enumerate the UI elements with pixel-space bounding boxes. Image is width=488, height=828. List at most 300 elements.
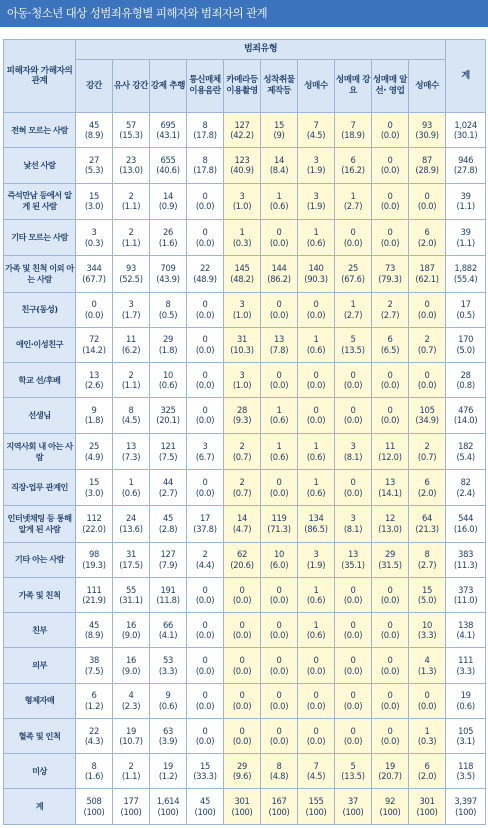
cell-count: 1 xyxy=(313,477,319,488)
cell-count: 0 xyxy=(91,299,97,310)
cell-percent: (34.9) xyxy=(415,415,439,426)
table-cell xyxy=(446,113,486,148)
table-cell xyxy=(261,183,298,220)
table-cell xyxy=(298,613,335,648)
cell-percent: (86.2) xyxy=(267,273,291,284)
table-cell xyxy=(335,220,372,255)
table-cell xyxy=(187,754,224,789)
table-row xyxy=(4,113,486,148)
table-cell xyxy=(261,754,298,789)
cell-count: 15 xyxy=(88,190,100,201)
cell-percent: (7.9) xyxy=(158,559,178,570)
cell-percent: (67.6) xyxy=(341,273,365,284)
cell-percent: (7.8) xyxy=(269,344,289,355)
cell-percent: (86.5) xyxy=(304,523,328,534)
table-cell xyxy=(150,398,187,433)
table-cell xyxy=(335,292,372,327)
table-cell xyxy=(224,577,261,612)
table-cell xyxy=(261,470,298,505)
table-cell xyxy=(261,255,298,292)
cell-count: 344 xyxy=(86,263,102,274)
table-cell xyxy=(409,648,446,683)
cell-count: 25 xyxy=(88,441,100,452)
table-cell xyxy=(409,754,446,789)
cell-count: 22 xyxy=(199,263,211,274)
cell-count: 13 xyxy=(273,334,285,345)
cell-percent: (30.1) xyxy=(453,130,478,141)
table-cell xyxy=(76,220,113,255)
cell-count: 19 xyxy=(162,760,174,771)
row-header: 혈족 및 인척 xyxy=(4,718,76,753)
cell-count: 0 xyxy=(202,369,208,380)
table-cell xyxy=(150,683,187,718)
table-cell xyxy=(187,363,224,398)
cell-percent: (100) xyxy=(416,806,438,817)
table-cell xyxy=(150,433,187,470)
cell-count: 301 xyxy=(234,796,250,807)
table-cell xyxy=(76,183,113,220)
cell-percent: (4.4) xyxy=(195,559,215,570)
data-table xyxy=(3,39,486,825)
cell-count: 0 xyxy=(387,655,393,666)
cell-percent: (0.3) xyxy=(232,237,252,248)
cell-count: 3 xyxy=(239,190,245,201)
table-cell xyxy=(150,789,187,825)
table-cell xyxy=(446,220,486,255)
cell-count: 17 xyxy=(460,299,471,310)
cell-count: 3 xyxy=(350,513,356,524)
cell-percent: (1.9) xyxy=(306,201,326,212)
table-cell xyxy=(187,505,224,542)
cell-count: 0 xyxy=(350,655,356,666)
cell-percent: (0.0) xyxy=(195,344,215,355)
cell-count: 7 xyxy=(350,119,356,130)
cell-percent: (20.1) xyxy=(156,415,180,426)
cell-count: 44 xyxy=(162,477,174,488)
total-row xyxy=(4,789,486,825)
table-cell xyxy=(409,398,446,433)
cell-percent: (15.3) xyxy=(119,130,143,141)
table-row xyxy=(4,183,486,220)
table-cell xyxy=(76,433,113,470)
table-cell xyxy=(446,648,486,683)
cell-percent: (5.0) xyxy=(456,344,475,355)
cell-count: 0 xyxy=(276,299,282,310)
table-cell xyxy=(187,470,224,505)
table-cell xyxy=(409,577,446,612)
table-cell xyxy=(224,113,261,148)
table-cell xyxy=(446,542,486,577)
cell-percent: (100) xyxy=(268,806,290,817)
row-header: 전혀 모르는 사람 xyxy=(4,113,76,148)
cell-count: 0 xyxy=(424,190,430,201)
table-cell xyxy=(298,148,335,183)
table-cell xyxy=(261,718,298,753)
cell-percent: (3.3) xyxy=(158,665,178,676)
cell-count: 55 xyxy=(125,584,137,595)
table-cell xyxy=(113,648,150,683)
cell-percent: (0.0) xyxy=(269,309,289,320)
table-cell xyxy=(372,183,409,220)
cell-percent: (0.0) xyxy=(417,201,437,212)
cell-count: 16 xyxy=(125,619,137,630)
column-header: 카메라등 이용촬영 xyxy=(224,60,261,113)
table-cell xyxy=(150,292,187,327)
cell-count: 105 xyxy=(458,725,474,736)
cell-percent: (0.0) xyxy=(380,630,400,641)
cell-count: 2 xyxy=(387,299,393,310)
cell-count: 19 xyxy=(384,760,396,771)
table-cell xyxy=(224,398,261,433)
cell-count: 2 xyxy=(202,549,208,560)
table-cell xyxy=(372,789,409,825)
cell-count: 144 xyxy=(271,263,287,274)
table-cell xyxy=(224,505,261,542)
table-cell xyxy=(113,148,150,183)
cell-percent: (90.3) xyxy=(304,273,328,284)
cell-count: 5 xyxy=(350,334,356,345)
cell-percent: (2.8) xyxy=(158,523,178,534)
cell-count: 0 xyxy=(276,477,282,488)
cell-count: 39 xyxy=(460,190,471,201)
table-cell xyxy=(261,648,298,683)
cell-percent: (13.0) xyxy=(378,523,402,534)
table-cell xyxy=(113,327,150,362)
cell-percent: (1.1) xyxy=(121,380,141,391)
cell-percent: (0.0) xyxy=(380,415,400,426)
cell-count: 0 xyxy=(202,334,208,345)
cell-count: 15 xyxy=(88,477,100,488)
table-cell xyxy=(113,398,150,433)
cell-percent: (20.7) xyxy=(378,771,402,782)
cell-percent: (0.6) xyxy=(269,201,289,212)
cell-count: 0 xyxy=(276,690,282,701)
cell-count: 0 xyxy=(313,725,319,736)
cell-percent: (0.0) xyxy=(306,736,326,747)
table-cell xyxy=(446,398,486,433)
cell-count: 0 xyxy=(202,477,208,488)
table-cell xyxy=(150,542,187,577)
cell-percent: (14.1) xyxy=(378,487,402,498)
table-cell xyxy=(224,789,261,825)
row-header: 기타 아는 사람 xyxy=(4,542,76,577)
row-header: 계 xyxy=(4,789,76,825)
table-cell xyxy=(335,613,372,648)
cell-count: 2 xyxy=(128,190,134,201)
cell-count: 26 xyxy=(162,227,174,238)
table-cell xyxy=(335,470,372,505)
table-cell xyxy=(187,398,224,433)
table-cell xyxy=(409,113,446,148)
table-cell xyxy=(446,148,486,183)
cell-count: 0 xyxy=(276,619,282,630)
cell-count: 93 xyxy=(422,119,433,130)
cell-count: 0 xyxy=(202,655,208,666)
cell-count: 112 xyxy=(86,513,102,524)
cell-count: 3,397 xyxy=(454,796,477,807)
cell-count: 6 xyxy=(424,227,430,238)
cell-count: 6 xyxy=(350,154,356,165)
cell-count: 0 xyxy=(350,227,356,238)
table-cell xyxy=(76,577,113,612)
cell-percent: (4.9) xyxy=(84,451,104,462)
table-row xyxy=(4,683,486,718)
table-cell xyxy=(150,505,187,542)
cell-percent: (0.0) xyxy=(417,380,437,391)
cell-percent: (1.1) xyxy=(456,237,475,248)
table-row xyxy=(4,327,486,362)
cell-percent: (0.0) xyxy=(195,487,215,498)
cell-count: 2 xyxy=(424,441,430,452)
row-header: 애인·이성친구 xyxy=(4,327,76,362)
cell-count: 0 xyxy=(202,299,208,310)
table-cell xyxy=(372,613,409,648)
cell-count: 66 xyxy=(162,619,174,630)
cell-percent: (79.3) xyxy=(378,273,402,284)
cell-percent: (0.0) xyxy=(343,487,363,498)
cell-count: 191 xyxy=(160,584,176,595)
table-cell xyxy=(446,363,486,398)
cell-count: 82 xyxy=(460,477,471,488)
table-cell xyxy=(372,718,409,753)
cell-percent: (0.0) xyxy=(343,700,363,711)
table-cell xyxy=(224,148,261,183)
cell-percent: (0.0) xyxy=(269,630,289,641)
cell-count: 119 xyxy=(271,513,287,524)
table-cell xyxy=(224,754,261,789)
cell-percent: (17.8) xyxy=(193,165,217,176)
cell-percent: (9.6) xyxy=(232,771,252,782)
cell-percent: (4.8) xyxy=(269,771,289,782)
cell-count: 709 xyxy=(160,263,176,274)
table-cell xyxy=(409,789,446,825)
cell-percent: (8.9) xyxy=(84,130,104,141)
cell-percent: (28.9) xyxy=(415,165,439,176)
cell-percent: (3.0) xyxy=(84,201,104,212)
cell-percent: (16.2) xyxy=(341,165,365,176)
table-cell xyxy=(150,220,187,255)
table-cell xyxy=(335,255,372,292)
cell-count: 31 xyxy=(236,334,248,345)
cell-percent: (1.1) xyxy=(121,237,141,248)
cell-percent: (7.5) xyxy=(158,451,178,462)
crime-type-header: 범죄유형 xyxy=(76,40,446,60)
cell-count: 127 xyxy=(234,119,250,130)
cell-count: 9 xyxy=(165,690,171,701)
cell-count: 0 xyxy=(239,619,245,630)
table-cell xyxy=(261,613,298,648)
table-cell xyxy=(150,183,187,220)
cell-count: 0 xyxy=(202,190,208,201)
cell-percent: (1.0) xyxy=(232,309,252,320)
table-cell xyxy=(224,363,261,398)
cell-percent: (0.0) xyxy=(343,630,363,641)
table-cell xyxy=(150,470,187,505)
table-cell xyxy=(298,183,335,220)
cell-count: 118 xyxy=(458,760,474,771)
cell-count: 0 xyxy=(276,369,282,380)
cell-count: 1 xyxy=(276,441,282,452)
table-cell xyxy=(261,327,298,362)
cell-count: 73 xyxy=(384,263,396,274)
cell-percent: (0.0) xyxy=(84,309,104,320)
row-header: 의부 xyxy=(4,648,76,683)
cell-count: 9 xyxy=(91,404,97,415)
table-cell xyxy=(335,327,372,362)
cell-count: 29 xyxy=(162,334,174,345)
table-cell xyxy=(335,754,372,789)
cell-count: 7 xyxy=(313,119,319,130)
cell-percent: (0.0) xyxy=(417,309,437,320)
table-row xyxy=(4,363,486,398)
cell-count: 7 xyxy=(313,760,319,771)
table-row xyxy=(4,433,486,470)
cell-percent: (2.0) xyxy=(417,237,437,248)
cell-count: 127 xyxy=(160,549,176,560)
cell-percent: (8.4) xyxy=(269,165,289,176)
cell-count: 0 xyxy=(387,119,393,130)
cell-count: 0 xyxy=(350,725,356,736)
cell-count: 72 xyxy=(88,334,100,345)
row-header: 형제자매 xyxy=(4,683,76,718)
cell-count: 105 xyxy=(419,404,435,415)
cell-count: 6 xyxy=(387,334,393,345)
table-cell xyxy=(76,363,113,398)
table-cell xyxy=(113,754,150,789)
table-row xyxy=(4,220,486,255)
table-cell xyxy=(409,292,446,327)
cell-percent: (1.0) xyxy=(232,380,252,391)
column-header: 성매매 알선· 영업 xyxy=(372,60,409,113)
cell-percent: (0.0) xyxy=(343,736,363,747)
cell-percent: (16.0) xyxy=(453,523,478,534)
column-header: 통신매체 이용음란 xyxy=(187,60,224,113)
cell-percent: (100) xyxy=(305,806,327,817)
table-title: 아동·청소년 대상 성범죄유형별 피해자와 범죄자의 관계 xyxy=(0,0,488,27)
cell-count: 1 xyxy=(313,334,319,345)
cell-percent: (43.1) xyxy=(156,130,180,141)
cell-percent: (4.5) xyxy=(306,771,326,782)
cell-count: 8 xyxy=(202,154,208,165)
table-row xyxy=(4,718,486,753)
cell-percent: (8.1) xyxy=(343,451,363,462)
table-cell xyxy=(335,363,372,398)
table-cell xyxy=(335,505,372,542)
cell-count: 6 xyxy=(91,690,97,701)
cell-percent: (0.0) xyxy=(232,595,252,606)
table-cell xyxy=(150,327,187,362)
cell-percent: (0.7) xyxy=(417,344,437,355)
table-cell xyxy=(224,542,261,577)
cell-count: 2 xyxy=(239,441,245,452)
cell-count: 15 xyxy=(422,584,433,595)
table-cell xyxy=(113,505,150,542)
cell-percent: (62.1) xyxy=(415,273,439,284)
cell-count: 0 xyxy=(239,690,245,701)
cell-count: 62 xyxy=(236,549,248,560)
cell-percent: (1.1) xyxy=(456,201,475,212)
cell-count: 1 xyxy=(276,404,282,415)
table-cell xyxy=(113,470,150,505)
cell-percent: (10.7) xyxy=(119,736,143,747)
cell-count: 0 xyxy=(350,619,356,630)
column-header: 성매수 xyxy=(409,60,446,113)
cell-count: 16 xyxy=(125,655,137,666)
column-header: 강간 xyxy=(76,60,113,113)
cell-percent: (0.3) xyxy=(84,237,104,248)
cell-percent: (11.0) xyxy=(453,595,478,606)
cell-count: 10 xyxy=(273,549,285,560)
cell-count: 0 xyxy=(387,725,393,736)
cell-percent: (8.9) xyxy=(84,630,104,641)
cell-percent: (5.3) xyxy=(84,165,104,176)
cell-count: 10 xyxy=(422,619,433,630)
cell-count: 0 xyxy=(239,584,245,595)
cell-count: 134 xyxy=(308,513,324,524)
cell-percent: (2.7) xyxy=(158,487,178,498)
cell-percent: (100) xyxy=(120,806,142,817)
cell-percent: (12.0) xyxy=(378,451,402,462)
table-row xyxy=(4,648,486,683)
table-cell xyxy=(187,718,224,753)
cell-percent: (52.5) xyxy=(119,273,143,284)
cell-count: 0 xyxy=(350,690,356,701)
table-cell xyxy=(224,433,261,470)
cell-count: 3 xyxy=(313,549,319,560)
table-cell xyxy=(113,433,150,470)
cell-percent: (30.9) xyxy=(415,130,439,141)
table-cell xyxy=(372,398,409,433)
cell-count: 170 xyxy=(458,334,474,345)
table-cell xyxy=(187,220,224,255)
cell-count: 0 xyxy=(424,299,430,310)
table-cell xyxy=(261,433,298,470)
table-row xyxy=(4,398,486,433)
cell-count: 3 xyxy=(128,299,134,310)
cell-percent: (8.1) xyxy=(343,523,363,534)
cell-percent: (0.6) xyxy=(306,487,326,498)
cell-percent: (4.5) xyxy=(306,130,326,141)
cell-count: 64 xyxy=(422,513,433,524)
table-cell xyxy=(150,754,187,789)
cell-count: 0 xyxy=(276,655,282,666)
cell-percent: (17.5) xyxy=(119,559,143,570)
cell-percent: (0.7) xyxy=(232,451,252,462)
table-cell xyxy=(372,292,409,327)
cell-count: 98 xyxy=(88,549,100,560)
cell-count: 177 xyxy=(123,796,139,807)
cell-percent: (43.9) xyxy=(156,273,180,284)
cell-count: 19 xyxy=(125,725,137,736)
cell-percent: (0.3) xyxy=(417,736,437,747)
cell-percent: (0.0) xyxy=(380,736,400,747)
table-cell xyxy=(76,113,113,148)
cell-count: 3 xyxy=(91,227,97,238)
cell-percent: (4.1) xyxy=(158,630,178,641)
table-cell xyxy=(298,433,335,470)
table-cell xyxy=(372,648,409,683)
cell-count: 45 xyxy=(162,513,174,524)
cell-percent: (14.0) xyxy=(453,415,478,426)
cell-percent: (9) xyxy=(273,130,285,141)
cell-count: 14 xyxy=(236,513,248,524)
cell-percent: (0.6) xyxy=(306,237,326,248)
row-header: 즉석만남 등에서 알게 된 사람 xyxy=(4,183,76,220)
cell-percent: (1.6) xyxy=(84,771,104,782)
cell-count: 0 xyxy=(313,369,319,380)
table-row xyxy=(4,255,486,292)
table-cell xyxy=(76,542,113,577)
